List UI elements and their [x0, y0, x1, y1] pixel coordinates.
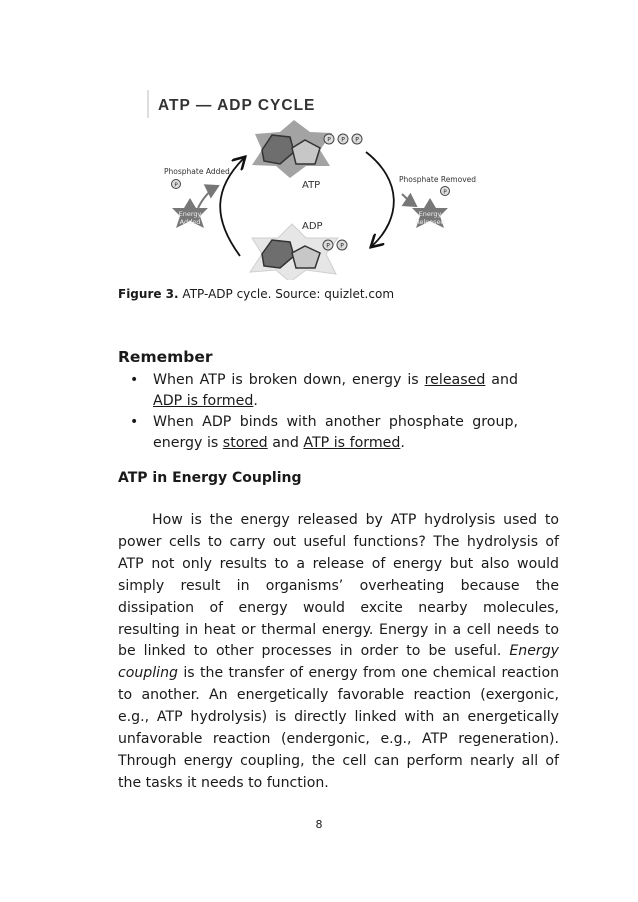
underlined-term: stored — [222, 435, 268, 451]
phosphate-symbol: P — [327, 136, 331, 144]
atp-adp-cycle-diagram — [140, 88, 480, 280]
underlined-term: ADP is formed — [153, 393, 254, 409]
adp-label: ADP — [302, 221, 323, 232]
figure-title: ATP — ADP CYCLE — [158, 97, 316, 114]
italic-term: Energy coupling — [118, 643, 559, 682]
bullet-text: When ATP is broken down, energy is — [153, 372, 425, 388]
bullet-text: When ADP binds with another phosphate group, energy is — [153, 414, 518, 451]
paragraph-text: is the transfer of energy from one chemical reaction to another. An energetically favorable reaction (exergonic, e.g., ATP hydrolysis) is directly linked with an energetically unfavorable reaction (endergonic, e.g., ATP regeneration). Through energy coupling, the cell can perform nearly all of the tasks it needs to function. — [118, 665, 559, 791]
atp-adp-cycle-figure — [140, 88, 480, 280]
cycle-arrow-right — [366, 152, 394, 246]
energy-added-arrow — [198, 186, 218, 208]
remember-heading: Remember — [118, 348, 213, 366]
underlined-term: released — [424, 372, 486, 388]
energy-added-text: Energy — [178, 210, 202, 218]
phosphate-symbol: P — [326, 242, 330, 250]
bullet-text: and — [267, 435, 304, 451]
phosphate-removed-label: Phosphate Removed — [399, 175, 477, 184]
atp-label: ATP — [302, 180, 321, 191]
bullet-text: . — [400, 435, 405, 451]
phosphate-symbol: P — [341, 136, 345, 144]
figure-caption — [118, 287, 394, 301]
energy-released-text: Released — [415, 218, 445, 226]
remember-list — [128, 370, 518, 454]
bullet-text: and — [485, 372, 518, 388]
list-item — [128, 370, 518, 412]
page-number: 8 — [315, 818, 323, 831]
section-heading: ATP in Energy Coupling — [118, 470, 302, 486]
list-item — [128, 412, 518, 454]
energy-released-text: Energy — [418, 210, 442, 218]
body-paragraph — [118, 510, 559, 795]
phosphate-symbol: P — [355, 136, 359, 144]
energy-added-text: Added — [179, 218, 201, 226]
phosphate-symbol: P — [443, 189, 447, 196]
paragraph-text: How is the energy released by ATP hydrolysis used to power cells to carry out useful functions? The hydrolysis of ATP not only results to a release of energy but also would simply result in organisms’ overheating because the dissipation of energy would excite nearby molecules, resulting in heat or thermal energy. Energy in a cell needs to be linked to other processes in order to be useful. — [118, 512, 559, 660]
phosphate-symbol: P — [174, 182, 178, 189]
caption-text: ATP-ADP cycle. Source: quizlet.com — [182, 287, 395, 301]
phosphate-added-label: Phosphate Added — [164, 167, 230, 176]
underlined-term: ATP is formed — [303, 435, 401, 451]
energy-released-arrow — [402, 194, 416, 206]
phosphate-symbol: P — [340, 242, 344, 250]
bullet-text: . — [253, 393, 258, 409]
caption-label: Figure 3. — [118, 287, 179, 301]
